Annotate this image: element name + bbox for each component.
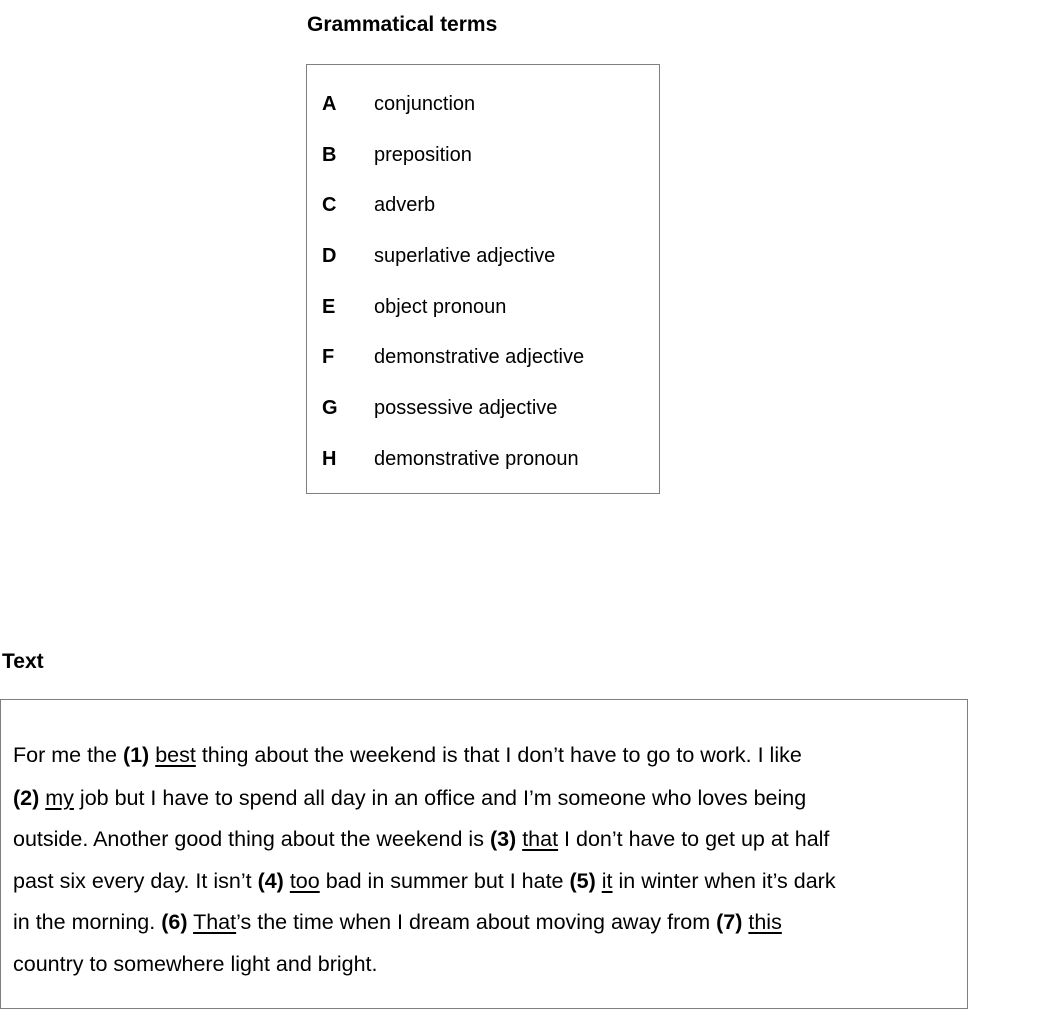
term-letter: A: [322, 93, 337, 115]
underlined-word: too: [289, 869, 320, 893]
term-name: preposition: [374, 144, 472, 166]
term-name: demonstrative adjective: [374, 346, 585, 368]
underlined-word: it: [601, 869, 613, 893]
text-fragment: I don’t have to get up at half: [558, 827, 830, 851]
gap-number: (2): [13, 786, 40, 810]
term-name: demonstrative pronoun: [374, 448, 579, 470]
term-letter: C: [322, 194, 337, 216]
underlined-word: best: [155, 743, 196, 767]
gap-number: (5): [569, 869, 596, 893]
term-name: superlative adjective: [374, 245, 556, 267]
text-fragment: in the morning.: [13, 910, 162, 934]
term-name: adverb: [374, 194, 436, 216]
text-line-3: [13, 827, 829, 852]
underlined-word: that: [522, 827, 559, 851]
text-line-6: [13, 952, 378, 977]
gap-number: (7): [716, 910, 743, 934]
gap-number: (4): [257, 869, 284, 893]
term-letter: G: [322, 397, 338, 419]
underlined-word: That: [193, 910, 237, 934]
underlined-word: this: [748, 910, 782, 934]
gap-number: (1): [122, 743, 150, 767]
term-letter: D: [322, 245, 337, 267]
gap-number: (3): [489, 827, 517, 851]
text-fragment: outside. Another good thing about the weekend is: [13, 827, 490, 851]
text-fragment: in winter when it’s dark: [612, 869, 836, 893]
text-line-2: [13, 786, 806, 811]
underlined-word: my: [45, 786, 74, 810]
text-box: [0, 699, 968, 1009]
text-fragment: past six every day. It isn’t: [13, 869, 258, 893]
text-heading: Text: [2, 650, 44, 673]
text-fragment: For me the: [13, 743, 123, 767]
text-line-5: [13, 910, 782, 935]
term-letter: B: [322, 144, 337, 166]
term-letter: H: [322, 448, 337, 470]
term-name: object pronoun: [374, 296, 507, 318]
term-name: conjunction: [374, 93, 476, 115]
text-fragment: bad in summer but I hate: [319, 869, 570, 893]
text-fragment: ’s the time when I dream about moving away from: [236, 910, 717, 934]
text-fragment: job but I have to spend all day in an office and I’m someone who loves being: [73, 786, 807, 810]
text-line-4: [13, 869, 836, 894]
term-name: possessive adjective: [374, 397, 558, 419]
terms-box: [306, 64, 660, 494]
text-fragment: thing about the weekend is that I don’t have to go to work. I like: [195, 743, 802, 767]
text-line-1: [13, 743, 802, 768]
terms-heading: Grammatical terms: [307, 13, 498, 36]
text-fragment: country to somewhere light and bright.: [13, 952, 378, 976]
term-letter: E: [322, 296, 336, 318]
gap-number: (6): [161, 910, 188, 934]
term-letter: F: [322, 346, 335, 368]
